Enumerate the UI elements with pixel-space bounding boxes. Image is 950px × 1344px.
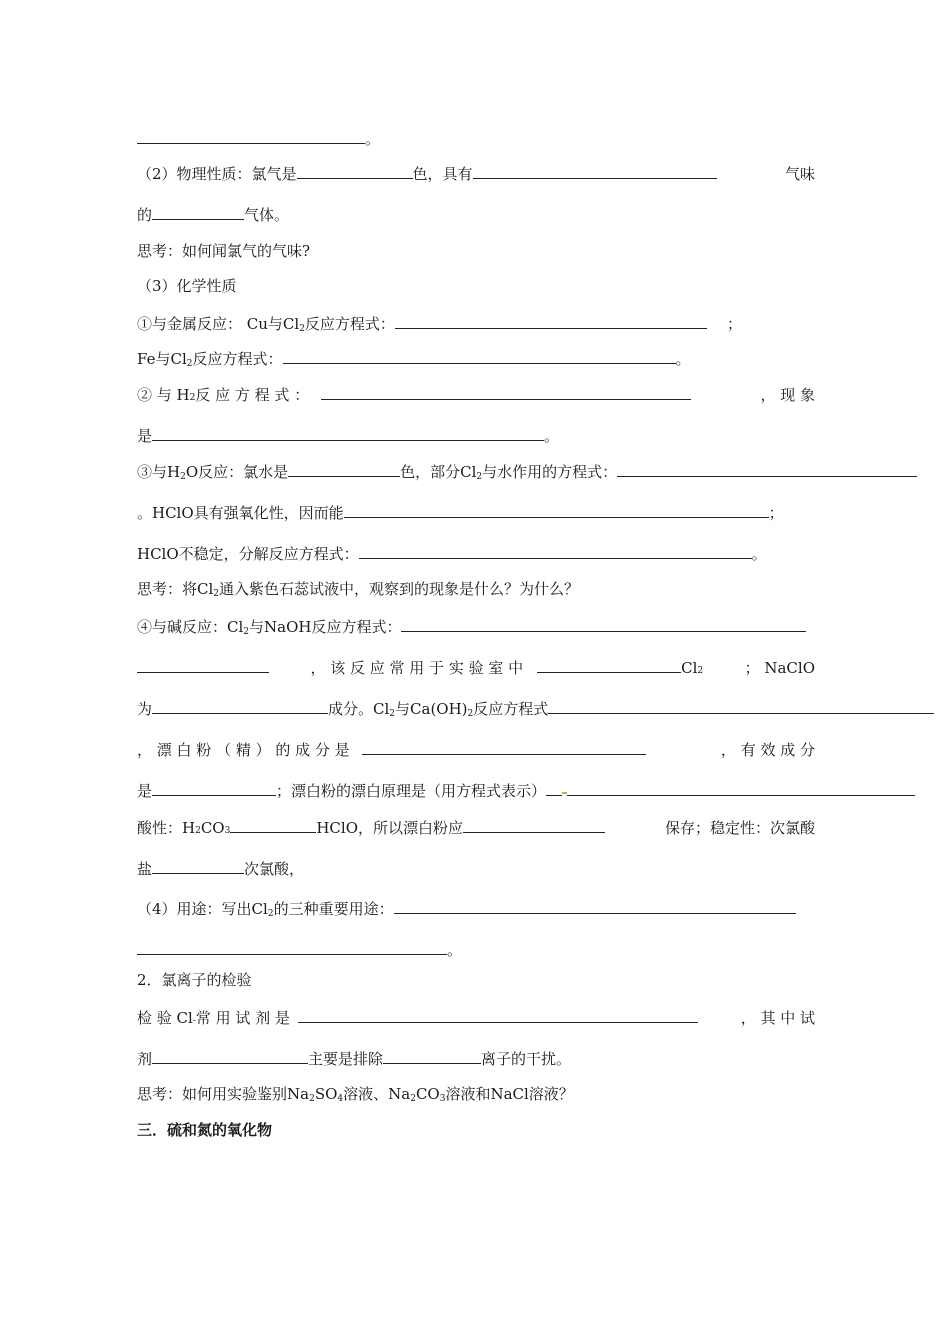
subscript: 2: [243, 627, 250, 637]
interference-line: [137, 1048, 571, 1069]
fill-blank-fe-equation[interactable]: [283, 348, 676, 364]
text: 成分。Cl: [328, 700, 390, 718]
subscript: 2: [309, 1094, 315, 1104]
text: 酸性：H: [137, 819, 196, 837]
fill-blank-naoh-equation[interactable]: [401, 616, 806, 632]
fill-blank-acidity-compare[interactable]: [230, 817, 316, 833]
subscript: 3: [439, 1094, 446, 1104]
cu-reaction-line: [137, 313, 742, 334]
hclo-oxidizing-line: [137, 502, 784, 523]
fill-blank[interactable]: [137, 128, 365, 144]
text: ；: [726, 315, 742, 333]
text: 2．氯离子的检验: [137, 971, 252, 989]
fill-blank-odor[interactable]: [473, 163, 717, 179]
heading-text: 三．硫和氮的氧化物: [137, 1121, 273, 1139]
text: CO: [200, 819, 225, 837]
text: 离子的干扰。: [481, 1050, 572, 1068]
text: 与水作用的方程式：: [482, 463, 618, 481]
fill-blank-uses-cont[interactable]: [137, 939, 447, 955]
text: ④与碱反应：Cl: [137, 618, 244, 636]
think-question-litmus: [137, 579, 579, 599]
hclo-decomposition-line: [137, 543, 767, 564]
h2-phenomenon-line: [137, 425, 559, 446]
text: CO: [415, 1085, 440, 1103]
text: ， 该 反 应 常 用 于 实 验 室 中: [310, 659, 524, 677]
fe-reaction-line: [137, 348, 691, 369]
fill-blank-phenomenon[interactable]: [152, 425, 544, 441]
section-chloride-test: [137, 970, 252, 990]
subscript: 4: [337, 1094, 344, 1104]
lab-use-line: ， 该 反 应 常 用 于 实 验 室 中 Cl 2 ； NaClO: [137, 657, 815, 678]
fill-blank-chlorine-water-color[interactable]: [288, 461, 400, 477]
h2-reaction-line: ② 与 H 2 反 应 方 程 式 ： ， 现 象: [137, 386, 815, 404]
text: 思考：如何用实验鉴别Na: [137, 1085, 310, 1103]
text: 是: [137, 782, 153, 800]
text: 气味: [784, 165, 815, 183]
fill-blank-caoh2-equation[interactable]: [548, 698, 934, 714]
text: 为: [137, 700, 153, 718]
uses-line: [137, 898, 796, 919]
fill-blank-naoh-equation-cont[interactable]: [137, 657, 269, 673]
text: 思考：将Cl: [137, 580, 214, 598]
text: 检 验 Cl: [137, 1009, 193, 1027]
text: 与NaOH反应方程式：: [249, 618, 402, 636]
text: 反应方程式：: [304, 315, 395, 333]
fill-blank-bleach-components[interactable]: [362, 739, 646, 755]
acidity-line: 酸性：H 2 CO 3 HClO，所以漂白粉应 保存；稳定性：次氯酸: [137, 819, 815, 837]
bleaching-principle-line: [137, 780, 915, 801]
text: 是: [137, 427, 153, 445]
fill-blank-hclo-use[interactable]: [344, 502, 769, 518]
text: 溶液、Na: [343, 1085, 411, 1103]
fill-blank-interfering-ion[interactable]: [383, 1048, 481, 1064]
subscript: 2: [213, 589, 220, 599]
text: 的: [137, 206, 153, 224]
text: （4）用途：写出Cl: [137, 900, 268, 918]
text: 通入紫色石蕊试液中，观察到的现象是什么？为什么？: [219, 580, 580, 598]
text: ；: [768, 504, 784, 522]
fill-blank-water-equation[interactable]: [617, 461, 917, 477]
text: 与Ca(OH): [395, 700, 468, 718]
text: ①与金属反应： Cu与Cl: [137, 315, 300, 333]
naclo-component-line: [137, 698, 934, 719]
text: 次氯酸，: [244, 860, 305, 878]
section-heading-sulfur-nitrogen-oxides: [137, 1120, 272, 1140]
fill-blank-cu-equation[interactable]: [395, 313, 707, 329]
text: ③与H: [137, 463, 181, 481]
text: （3）化学性质: [137, 277, 237, 295]
think-question-smell: [137, 241, 310, 261]
text: Fe与Cl: [137, 350, 187, 368]
text: ； NaClO: [744, 659, 815, 677]
text: ；漂白粉的漂白原理是（用方程式表示）: [276, 782, 547, 800]
physical-properties-line: [137, 163, 815, 184]
text: 。: [751, 545, 767, 563]
base-reaction-line: [137, 616, 806, 637]
text: SO: [314, 1085, 338, 1103]
text: 主要是排除: [308, 1050, 384, 1068]
fill-blank-density[interactable]: [152, 204, 244, 220]
fill-blank-naclo-product[interactable]: [152, 698, 328, 714]
text: ， 现 象: [760, 386, 815, 404]
text: O反应：氯水是: [185, 463, 289, 481]
text: 反应方程式：: [192, 350, 283, 368]
subscript: 2: [186, 359, 193, 369]
text: 剂: [137, 1050, 153, 1068]
fill-blank-short[interactable]: [546, 780, 562, 796]
physical-properties-line-2: [137, 204, 289, 225]
fill-blank-storage[interactable]: [463, 817, 605, 833]
fill-blank-decomposition[interactable]: [359, 543, 752, 559]
fill-blank-stability-compare[interactable]: [152, 858, 244, 874]
text: 常 用 试 剂 是: [195, 1009, 290, 1027]
h2o-reaction-line: [137, 461, 917, 482]
answer-line-1: [137, 128, 380, 149]
text: 色，部分Cl: [400, 463, 477, 481]
text: ， 其 中 试: [740, 1009, 815, 1027]
uses-line-cont: [137, 939, 462, 960]
fill-blank-active-component[interactable]: [152, 780, 276, 796]
text: 。: [447, 941, 463, 959]
text: 溶液和NaCl溶液？: [445, 1085, 574, 1103]
subscript: 2: [389, 709, 396, 719]
text: 。: [544, 427, 560, 445]
stability-line: [137, 858, 304, 879]
punctuation: 。: [365, 130, 381, 148]
text: （2）物理性质：氯气是: [137, 165, 297, 183]
fill-blank-reagent-component[interactable]: [152, 1048, 308, 1064]
subscript: 2: [410, 1094, 416, 1104]
text: ② 与 H: [137, 386, 190, 404]
fill-blank-reagent[interactable]: [298, 1007, 698, 1023]
subscript: 2: [299, 324, 305, 334]
text: HClO，所以漂白粉应: [316, 819, 463, 837]
fill-blank-uses[interactable]: [394, 898, 796, 914]
subscript: 2: [267, 909, 274, 919]
subscript: 2: [476, 472, 483, 482]
fill-blank-h2-equation[interactable]: [321, 384, 691, 400]
text: 色，具有: [412, 165, 473, 183]
subscript: 2: [467, 709, 474, 719]
fill-blank-lab-purpose[interactable]: [537, 657, 681, 673]
text: Cl: [681, 659, 698, 677]
text: 。: [675, 350, 691, 368]
text: 的三种重要用途：: [273, 900, 394, 918]
text: HClO不稳定，分解反应方程式：: [137, 545, 359, 563]
text: 反应方程式: [473, 700, 549, 718]
fill-blank-color[interactable]: [297, 163, 413, 179]
text: 保存；稳定性：次氯酸: [664, 819, 815, 837]
text: 。HClO具有强氧化性，因而能: [137, 504, 344, 522]
text: 盐: [137, 860, 153, 878]
section-chemical-properties: [137, 276, 237, 296]
text: ， 有 效 成 分: [720, 741, 815, 759]
chloride-reagent-line: 检 验 Cl - 常 用 试 剂 是 ， 其 中 试: [137, 1009, 815, 1027]
text: 思考：如何闻氯气的气味?: [137, 242, 311, 260]
think-question-identify: [137, 1084, 574, 1104]
fill-blank-bleach-equation[interactable]: [567, 780, 915, 796]
text: 反 应 方 程 式 ：: [195, 386, 310, 404]
subscript: 2: [180, 472, 186, 482]
bleaching-powder-line: [137, 739, 815, 760]
text: 气体。: [244, 206, 290, 224]
text: ， 漂 白 粉 （ 精 ） 的 成 分 是: [137, 741, 350, 759]
